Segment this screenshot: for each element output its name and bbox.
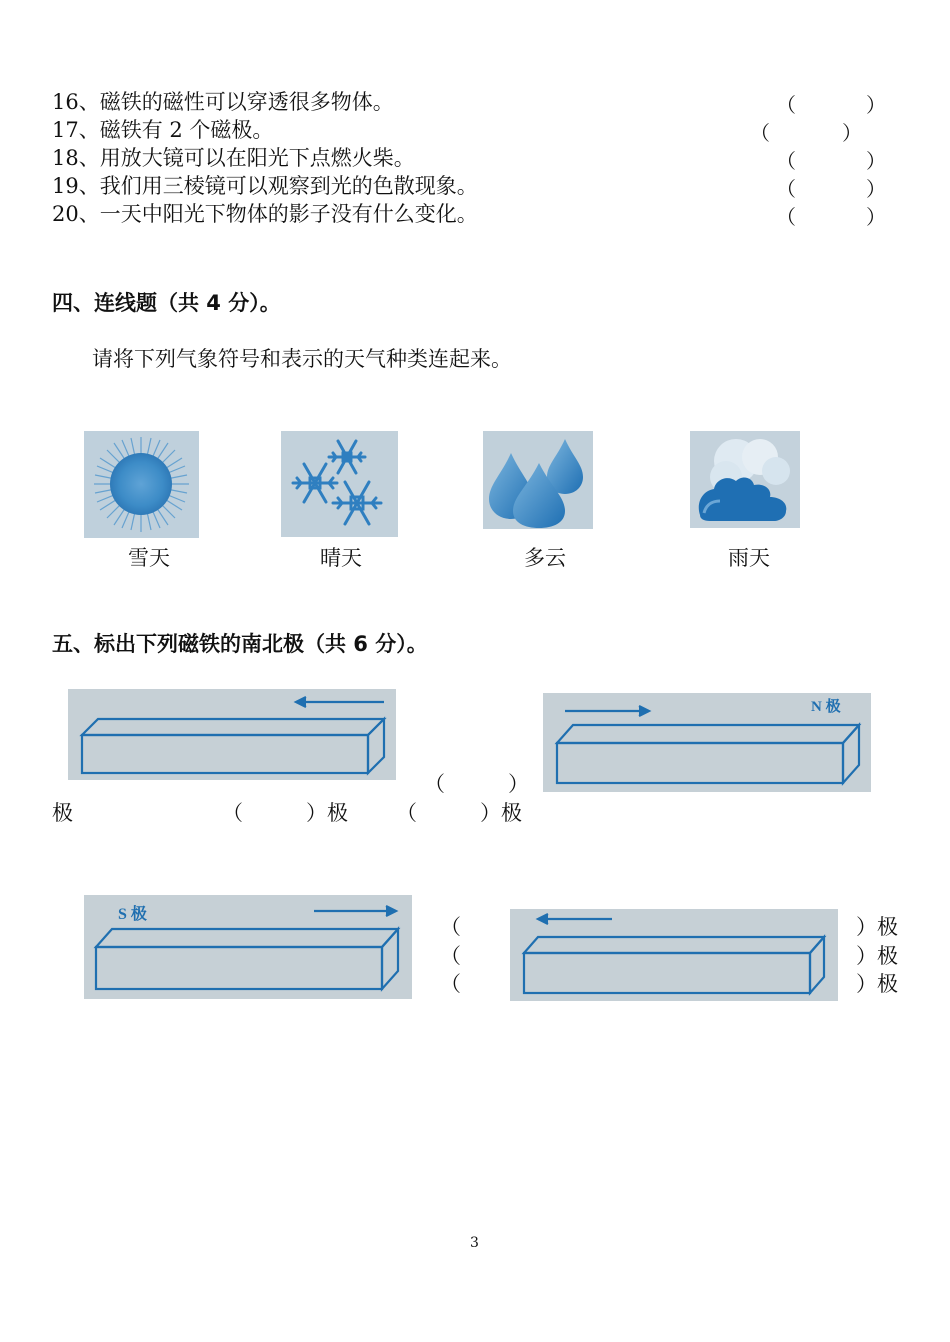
section5-heading: 五、标出下列磁铁的南北极（共 6 分）。	[52, 632, 428, 656]
weather-label-3[interactable]: 多云	[524, 546, 566, 570]
tf-paren-close-17: ）	[842, 121, 862, 145]
row2-right-paren-3[interactable]: ）极	[856, 972, 898, 996]
tf-paren-close-20: ）	[866, 205, 886, 229]
magnet-pole-blank-2[interactable]: （ ）极	[222, 801, 348, 825]
s-pole-label: S 极	[118, 906, 147, 923]
weather-label-2[interactable]: 晴天	[320, 546, 362, 570]
magnet-pole-blank-3[interactable]: （ ）极	[396, 801, 522, 825]
row2-right-paren-2[interactable]: ）极	[856, 944, 898, 968]
page-number: 3	[470, 1235, 479, 1251]
section4-instruction: 请将下列气象符号和表示的天气种类连起来。	[92, 347, 512, 371]
magnet-1	[68, 689, 396, 780]
tf-paren-close-19: ）	[866, 177, 886, 201]
tf-paren-close-18: ）	[866, 149, 886, 173]
row2-left-paren-1[interactable]: （	[440, 915, 461, 939]
weather-label-4[interactable]: 雨天	[728, 546, 770, 570]
tf-paren-open-17[interactable]: （	[750, 121, 770, 145]
tf-paren-open-20[interactable]: （	[776, 205, 796, 229]
tf-paren-open-19[interactable]: （	[776, 177, 796, 201]
tf-item-17: 17、磁铁有 2 个磁极。	[52, 118, 274, 142]
sun-icon[interactable]	[84, 431, 199, 538]
tf-paren-open-16[interactable]: （	[776, 93, 796, 117]
weather-label-1[interactable]: 雪天	[128, 546, 170, 570]
tf-item-20: 20、一天中阳光下物体的影子没有什么变化。	[52, 202, 478, 226]
tf-item-16: 16、磁铁的磁性可以穿透很多物体。	[52, 90, 394, 114]
tf-paren-close-16: ）	[866, 93, 886, 117]
tf-item-19: 19、我们用三棱镜可以观察到光的色散现象。	[52, 174, 478, 198]
magnet-2	[543, 693, 871, 792]
magnet-3	[84, 895, 412, 999]
row2-left-paren-2[interactable]: （	[440, 944, 461, 968]
row2-left-paren-3[interactable]: （	[440, 972, 461, 996]
section4-heading: 四、连线题（共 4 分）。	[52, 291, 281, 315]
tf-item-18: 18、用放大镜可以在阳光下点燃火柴。	[52, 146, 415, 170]
magnet-pole-blank-1[interactable]: 极	[52, 801, 73, 825]
magnet-paren-top[interactable]: （ ）	[424, 772, 529, 796]
tf-paren-open-18[interactable]: （	[776, 149, 796, 173]
snowflake-icon[interactable]	[281, 431, 398, 537]
raindrops-icon[interactable]	[483, 431, 593, 529]
magnet-4	[510, 909, 838, 1001]
n-pole-label: N 极	[811, 699, 841, 715]
cloud-icon[interactable]	[690, 431, 800, 528]
row2-right-paren-1[interactable]: ）极	[856, 915, 898, 939]
